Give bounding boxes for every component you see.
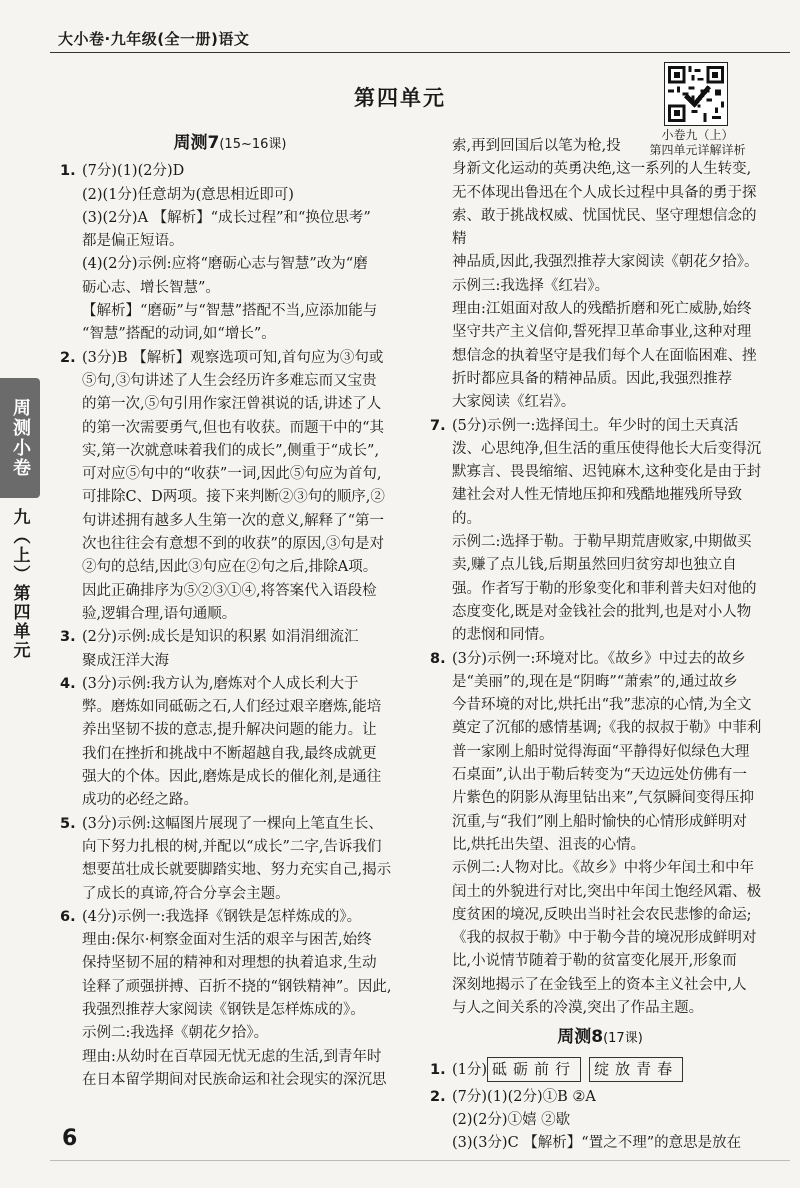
answer-line (60, 486, 400, 509)
answer-text: 是“美丽”的,现在是“阴晦”“萧索”的,通过故乡 (452, 673, 738, 690)
answer-line (60, 743, 400, 766)
unit-title: 第四单元 (354, 86, 446, 110)
answer-text: 比,小说情节随着于勒的贫富变化展开,形象而 (452, 953, 737, 970)
answer-line (60, 510, 400, 533)
question-number: 5. (60, 815, 76, 832)
answer-line (60, 533, 400, 556)
answer-text: 的第一次需要勇气,但也有收获。而题干中的“其 (82, 419, 385, 436)
answer-text: 强。作者写于勒的形象变化和菲利普夫妇对他的 (452, 580, 757, 597)
answer-text: 在日本留学期间对民族命运和社会现实的深沉思 (82, 1071, 387, 1088)
page-header: 大小卷·九年级(全一册)语文 (58, 30, 250, 48)
answer-text: 示例二:选择于勒。于勒早期荒唐败家,中期做买 (452, 534, 752, 551)
answer-line (430, 345, 770, 368)
answer-text: 折时都应具备的精神品质。因此,我强烈推荐 (452, 370, 733, 387)
answer-text: 了成长的真谛,符合分享会主题。 (82, 885, 290, 902)
question-number: 2. (60, 349, 76, 366)
answer-text: 理由:江姐面对敌人的残酷折磨和死亡威胁,始终 (452, 301, 752, 318)
qr-caption-line1: 小卷九（上） (661, 128, 734, 142)
answer-text: ⑤句,③句讲述了人生会经历许多难忘而又宝贵 (82, 372, 377, 389)
answer-text: (2)(1分)任意胡为(意思相近即可) (82, 186, 294, 203)
idiom-box: 砥砺前行 (487, 1057, 581, 1082)
answer-text: 态度变化,既是对金钱社会的批判,也是对小人物 (452, 603, 752, 620)
answer-text: 强大的个体。因此,磨炼是成长的催化剂,是通往 (82, 769, 382, 786)
answer-line (430, 251, 770, 274)
answer-line (60, 1046, 400, 1069)
answer-line (430, 741, 770, 764)
answer-text: 【解析】“磨砺”与“智慧”搭配不当,应添加能与 (82, 303, 378, 320)
answer-text: 深刻地揭示了在金钱至上的资本主义社会中,人 (452, 976, 747, 993)
answer-text: (4)(2分)示例:应将“磨砺心志与智慧”改为“磨 (82, 256, 368, 273)
answer-line (60, 184, 400, 207)
answer-line (60, 393, 400, 416)
answer-text: (3分)示例一:环境对比。《故乡》中过去的故乡 (452, 650, 746, 667)
answer-line (430, 671, 770, 694)
answer-line (430, 601, 770, 624)
answer-text: 建社会对人性无情地压抑和残酷地摧残所导致的。 (452, 487, 742, 527)
question-number: 8. (430, 650, 446, 667)
answer-text: 示例二:人物对比。《故乡》中将少年闰土和中年 (452, 860, 755, 877)
answer-text: 示例二:我选择《朝花夕拾》。 (82, 1025, 269, 1042)
answer-line (430, 834, 770, 857)
answer-line (430, 717, 770, 740)
answer-text: 奠定了沉郁的感情基调;《我的叔叔于勒》中菲利 (452, 720, 762, 737)
answer-text: 《我的叔叔于勒》中于勒今昔的境况形成鲜明对 (452, 930, 757, 947)
answer-text: 我们在挫折和挑战中不断超越自我,最终成就更 (82, 745, 377, 762)
answer-line (430, 974, 770, 997)
answer-text: 的悲悯和同情。 (452, 627, 554, 644)
answer-text: “智慧”搭配的动词,如“增长”。 (82, 326, 276, 343)
idiom-box: 绽放青春 (589, 1057, 683, 1082)
answer-line (430, 135, 770, 158)
answer-text: 的第一次,⑤句引用作家汪曾祺说的话,讲述了人 (82, 396, 382, 413)
answer-line (430, 764, 770, 787)
answer-text: 神品质,因此,我强烈推荐大家阅读《朝花夕拾》。 (452, 254, 759, 271)
answer-line (430, 461, 770, 484)
answer-line (60, 836, 400, 859)
answer-text: 理由:从幼时在百草园无忧无虑的生活,到青年时 (82, 1048, 382, 1065)
left-column (60, 132, 400, 1092)
answer-line (60, 673, 400, 696)
answer-line (430, 275, 770, 298)
answer-text: 闰土的外貌进行对比,突出中年闰土饱经风霜、极 (452, 883, 762, 900)
answer-line (60, 556, 400, 579)
left-answers (60, 160, 400, 1092)
answer-line (60, 580, 400, 603)
answer-line (430, 950, 770, 973)
answer-line: 1. (1分) 砥砺前行 绽放青春 (430, 1055, 770, 1086)
answer-line (60, 323, 400, 346)
answer-line (60, 906, 400, 929)
answer-line (60, 859, 400, 882)
section-title-week8: 周测8(17课) (557, 1027, 643, 1048)
answer-text: 索,再到回国后以笔为枪,投 (452, 138, 621, 154)
answer-text: 可对应⑤句中的“收获”一词,因此⑤句应为首句, (82, 466, 382, 483)
answer-text: 我强烈推荐大家阅读《钢铁是怎样炼成的》。 (82, 1001, 365, 1018)
answer-line (60, 883, 400, 906)
answer-line (60, 696, 400, 719)
answer-text: 想要茁壮成长就要脚踏实地、努力充实自己,揭示 (82, 862, 392, 879)
answer-line (60, 976, 400, 999)
answer-text: 卖,赚了点儿钱,后期虽然回归贫穷却也独立自 (452, 557, 737, 574)
answer-line (430, 578, 770, 601)
answer-line (60, 650, 400, 673)
answer-line (430, 321, 770, 344)
side-tab (0, 378, 40, 818)
answer-text: 实,第一次就意味着我们的成长”,侧重于“成长”, (82, 442, 380, 459)
answer-line (60, 952, 400, 975)
answer-line (60, 347, 400, 370)
answer-text: 聚成汪洋大海 (82, 652, 169, 669)
answer-line (430, 927, 770, 950)
right-answers (430, 135, 770, 1020)
answer-text: 普一家刚上船时觉得海面“平静得好似绿色大理 (452, 743, 750, 760)
answer-line (60, 603, 400, 626)
answer-line (430, 391, 770, 414)
answer-text: 无不体现出鲁迅在个人成长过程中具备的勇于探 (452, 184, 757, 201)
answer-text: (3)(2分)A 【解析】“成长过程”和“换位思考” (82, 209, 371, 226)
answer-text: 可排除C、D两项。接下来判断②③句的顺序,② (82, 489, 385, 506)
answer-text: 默寡言、畏畏缩缩、迟钝麻木,这种变化是由于封 (452, 464, 762, 481)
answer-text: 索、敢于挑战权威、忧国忧民、坚守理想信念的精 (452, 207, 757, 248)
bottom-divider (50, 1160, 790, 1161)
answer-line (430, 484, 770, 531)
answer-text: 句讲述拥有越多人生第一次的意义,解释了“第一 (82, 512, 385, 529)
answer-line (60, 999, 400, 1022)
qr-code-icon[interactable] (664, 62, 728, 126)
answer-text: (2)(2分)①嬉 ②歇 (452, 1112, 571, 1129)
side-tab-unit: 九（上）第四单元 (9, 508, 30, 660)
answer-line (430, 997, 770, 1020)
answer-line (60, 417, 400, 440)
answer-line (430, 531, 770, 554)
question-number: 4. (60, 675, 76, 692)
answer-text: 都是偏正短语。 (82, 233, 184, 250)
answer-text: (3分)示例:这幅图片展现了一棵向上笔直生长、 (82, 815, 383, 832)
answer-text: 砺心志、增长智慧”。 (82, 279, 220, 296)
answer-line (430, 1109, 770, 1132)
answer-text: 度贫困的境况,反映出当时社会农民悲惨的命运; (452, 906, 752, 923)
answer-line (430, 1132, 770, 1155)
answer-line (60, 789, 400, 812)
question-number: 1. (60, 163, 76, 180)
answer-line (60, 929, 400, 952)
answer-line (60, 1069, 400, 1092)
answer-line (60, 463, 400, 486)
answer-line (430, 182, 770, 205)
answer-line (430, 624, 770, 647)
answer-line (60, 370, 400, 393)
answer-line (430, 438, 770, 461)
answer-text: 验,逻辑合理,语句通顺。 (82, 605, 237, 622)
answer-line (430, 205, 770, 252)
answer-line (60, 719, 400, 742)
answer-text: 诠释了顽强拼搏、百折不挠的“钢铁精神”。因此, (82, 978, 392, 995)
answer-line (430, 368, 770, 391)
answer-text: 片紫色的阴影从海里钻出来”,气氛瞬间变得压抑 (452, 790, 755, 807)
right-column (430, 135, 770, 1156)
answer-text: 养出坚韧不拔的意志,提升解决问题的能力。让 (82, 722, 377, 739)
answer-line (430, 554, 770, 577)
question-number: 6. (60, 908, 76, 925)
answer-line (60, 230, 400, 253)
section-title-week7: 周测7(15~16课) (173, 133, 287, 153)
answer-text: 成功的必经之路。 (82, 792, 198, 809)
answer-line (60, 1022, 400, 1045)
answer-text: 因此正确排序为⑤②③①④,将答案代入语段检 (82, 582, 377, 599)
answer-text: 泼、心思纯净,但生活的重压使得他长大后变得沉 (452, 440, 762, 457)
answer-line (60, 300, 400, 323)
answer-line (60, 766, 400, 789)
question-number: 2. (430, 1088, 446, 1105)
answer-text: 保持坚韧不屈的精神和对理想的执着追求,生动 (82, 955, 377, 972)
qr-caption-line2: 第四单元详解详析 (649, 143, 746, 157)
answer-line (60, 440, 400, 463)
answer-text: 今昔环境的对比,烘托出“我”悲凉的心情,为全文 (452, 697, 752, 714)
side-tab-series: 周测小卷 (0, 378, 40, 498)
header-divider (50, 52, 790, 53)
answer-line (430, 857, 770, 880)
answer-line (430, 1086, 770, 1109)
question-number: 7. (430, 417, 446, 434)
answer-text: (3分)示例:我方认为,磨炼对个人成长利大于 (82, 675, 359, 692)
answer-text: (2分)示例:成长是知识的积累 如涓涓细流汇 (82, 629, 359, 646)
answer-text: (3)(3分)C 【解析】“置之不理”的意思是放在 (452, 1135, 742, 1152)
answer-text: (7分)(1)(2分)D (82, 163, 185, 180)
answer-line (60, 277, 400, 300)
answer-line (60, 253, 400, 276)
answer-text: 理由:保尔·柯察金面对生活的艰辛与困苦,始终 (82, 932, 372, 949)
answer-text: 向下努力扎根的树,并配以“成长”二字,告诉我们 (82, 838, 382, 855)
answer-text: 次也往往会有意想不到的收获”的原因,③句是对 (82, 536, 385, 553)
answer-text: 大家阅读《红岩》。 (452, 394, 576, 411)
answer-text: 坚守共产主义信仰,誓死捍卫革命事业,这种对理 (452, 324, 752, 341)
answer-line (430, 787, 770, 810)
week8-answers (430, 1086, 770, 1156)
answer-line (430, 415, 770, 438)
answer-line (60, 160, 400, 183)
answer-text: (5分)示例一:选择闰土。年少时的闰土天真活 (452, 417, 739, 434)
page-number: 6 (62, 1126, 78, 1151)
answer-text: 弊。磨炼如同砥砺之石,人们经过艰辛磨炼,能培 (82, 699, 382, 716)
answer-text: (4分)示例一:我选择《钢铁是怎样炼成的》。 (82, 908, 362, 925)
answer-line (430, 881, 770, 904)
answer-text: 想信念的执着坚守是我们每个人在面临困难、挫 (452, 347, 757, 364)
answer-text: 石桌面”,认出于勒后转变为“天边远处仿佛有一 (452, 767, 747, 784)
answer-line (430, 811, 770, 834)
answer-line (430, 158, 770, 181)
answer-line (60, 626, 400, 649)
answer-line (430, 904, 770, 927)
answer-text: 示例三:我选择《红岩》。 (452, 277, 610, 294)
answer-text: 比,烘托出失望、沮丧的心情。 (452, 836, 646, 853)
answer-text: ②句的总结,因此③句应在②句之后,排除A项。 (82, 559, 378, 576)
answer-text: (3分)B 【解析】观察选项可知,首句应为③句或 (82, 349, 384, 366)
answer-line (60, 813, 400, 836)
answer-text: 沉重,与“我们”刚上船时愉快的心情形成鲜明对 (452, 813, 747, 830)
answer-text: 身新文化运动的英勇决绝,这一系列的人生转变, (452, 161, 752, 178)
answer-text: 与人之间关系的冷漠,突出了作品主题。 (452, 999, 704, 1016)
answer-text: (7分)(1)(2分)①B ②A (452, 1088, 596, 1105)
answer-line (430, 648, 770, 671)
answer-line (430, 298, 770, 321)
idiom-boxes (487, 1057, 683, 1082)
answer-line (60, 207, 400, 230)
question-number: 3. (60, 629, 76, 646)
answer-line (430, 694, 770, 717)
